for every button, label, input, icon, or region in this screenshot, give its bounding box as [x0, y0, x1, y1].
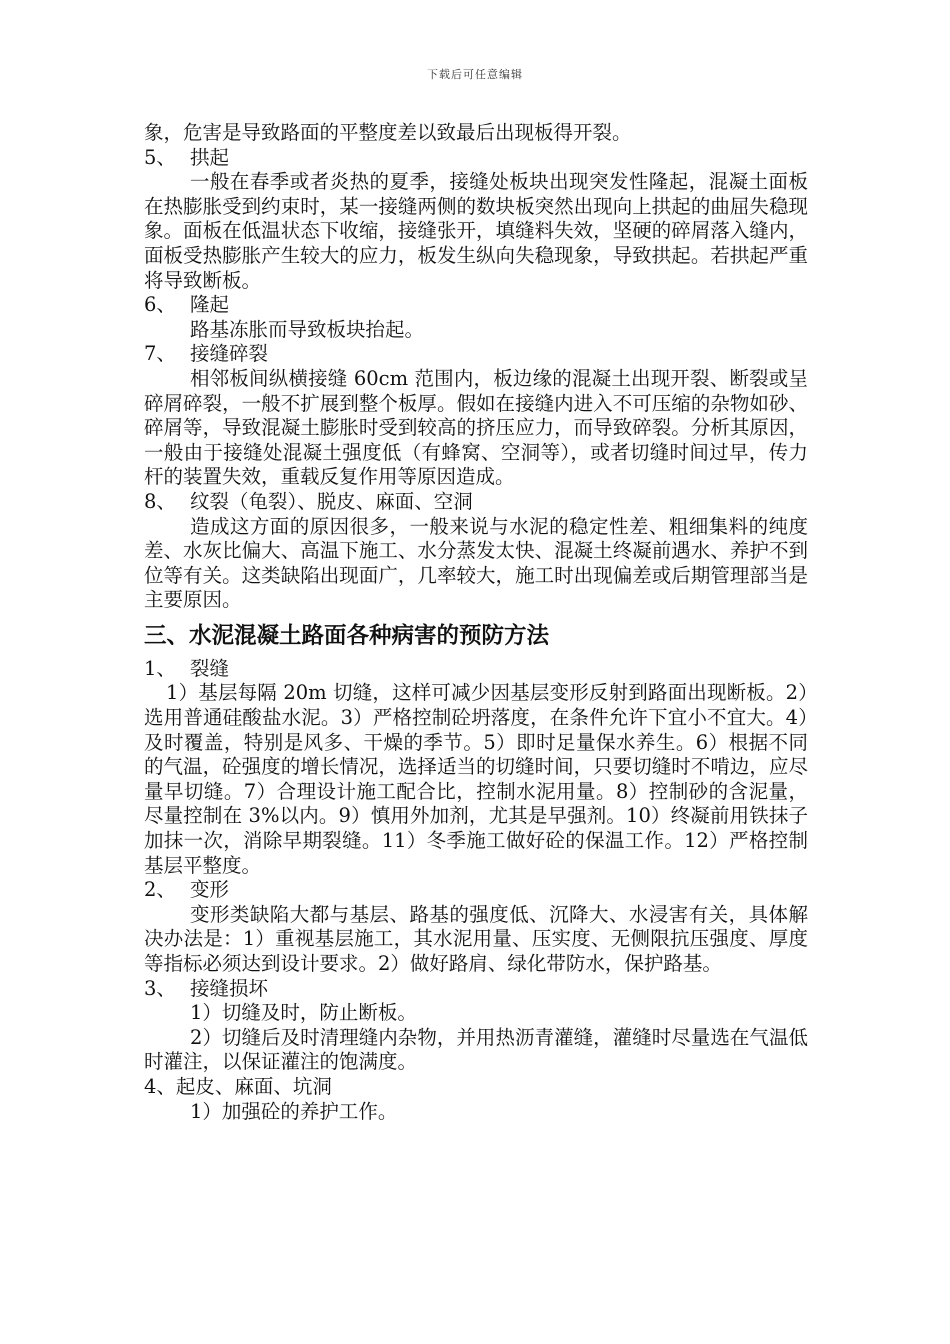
section-number: 5、	[144, 145, 176, 169]
document-body	[144, 121, 808, 1124]
section-number: 1、	[144, 656, 176, 680]
section-heading-3: 三、水泥混凝土路面各种病害的预防方法	[144, 622, 550, 649]
section-number: 4、	[144, 1074, 176, 1098]
section-title: 接缝碎裂	[190, 342, 269, 366]
paragraph-scaling-prevention: 1）加强砼的养护工作。	[190, 1099, 398, 1123]
section-number: 8、	[144, 489, 176, 513]
section-title: 裂缝	[190, 656, 230, 680]
paragraph-heaving: 路基冻胀而导致板块抬起。	[190, 317, 425, 341]
paragraph-arching: 一般在春季或者炎热的夏季，接缝处板块出现突发性隆起，混凝土面板在热膨胀受到约束时，某一接缝两侧的数块板突然出现向上拱起的曲屈失稳现象。面板在低温状态下收缩，接缝张开，填缝料失效，坚硬的碎屑落入缝内，面板受热膨胀产生较大的应力，板发生纵向失稳现象，导致拱起。若拱起严重将导致断板。	[144, 170, 808, 292]
section-title: 拱起	[190, 145, 230, 169]
paragraph-continuation: 象，危害是导致路面的平整度差以致最后出现板得开裂。	[144, 121, 632, 144]
section-number: 6、	[144, 293, 176, 317]
section-item-6	[144, 293, 808, 318]
prevention-item-2	[144, 878, 808, 903]
paragraph-joint-damage-a: 1）切缝及时，防止断板。	[190, 1001, 417, 1025]
section-number: 7、	[144, 342, 176, 366]
section-item-5	[144, 146, 808, 171]
prevention-item-1	[144, 657, 808, 682]
paragraph-joint-damage-b: 2）切缝后及时清理缝内杂物，并用热沥青灌缝，灌缝时尽量选在气温低时灌注，以保证灌注的饱满度。	[144, 1025, 808, 1074]
prevention-item-4	[144, 1075, 808, 1100]
paragraph-deformation-prevention: 变形类缺陷大都与基层、路基的强度低、沉降大、水浸害有关，具体解决办法是：1）重视基层施工，其水泥用量、压实度、无侧限抗压强度、厚度等指标必须达到设计要求。2）做好路肩、绿化带防水，保护路基。	[144, 902, 808, 975]
section-item-8	[144, 490, 808, 515]
paragraph-crack-prevention: 1）基层每隔 20m 切缝，这样可减少因基层变形反射到路面出现断板。2）选用普通硅酸盐水泥。3）严格控制砼坍落度，在条件允许下宜小不宜大。4）及时覆盖，特别是风多、干燥的季节。5）即时足量保水养生。6）根据不同的气温，砼强度的增长情况，选择适当的切缝时间，只要切缝时不啃边，应尽量早切缝。7）合理设计施工配合比，控制水泥用量。8）控制砂的含泥量，尽量控制在 3%以内。9）慎用外加剂，尤其是早强剂。10）终凝前用铁抹子加抹一次，消除早期裂缝。11）冬季施工做好砼的保温工作。12）严格控制基层平整度。	[144, 681, 808, 877]
section-number: 3、	[144, 976, 176, 1000]
section-title: 隆起	[190, 293, 230, 317]
page-header: 下载后可任意编辑	[427, 68, 523, 81]
section-item-7	[144, 342, 808, 367]
paragraph-surface-defects: 造成这方面的原因很多，一般来说与水泥的稳定性差、粗细集料的纯度差、水灰比偏大、高温下施工、水分蒸发太快、混凝土终凝前遇水、养护不到位等有关。这类缺陷出现面广，几率较大，施工时出现偏差或后期管理部当是主要原因。	[144, 514, 808, 612]
section-title: 起皮、麻面、坑洞	[175, 1074, 332, 1098]
section-number: 2、	[144, 878, 176, 902]
section-title: 接缝损坏	[190, 976, 269, 1000]
section-title: 变形	[190, 878, 230, 902]
paragraph-joint-spalling: 相邻板间纵横接缝 60cm 范围内，板边缘的混凝土出现开裂、断裂或呈碎屑碎裂，一般不扩展到整个板厚。假如在接缝内进入不可压缩的杂物如砂、碎屑等，导致混凝土膨胀时受到较高的挤压应力，而导致碎裂。分析其原因，一般由于接缝处混凝土强度低（有蜂窝、空洞等），或者切缝时间过早，传力杆的装置失效，重载反复作用等原因造成。	[144, 366, 808, 489]
section-title: 纹裂（龟裂）、脱皮、麻面、空洞	[190, 489, 473, 513]
prevention-item-3	[144, 977, 808, 1002]
